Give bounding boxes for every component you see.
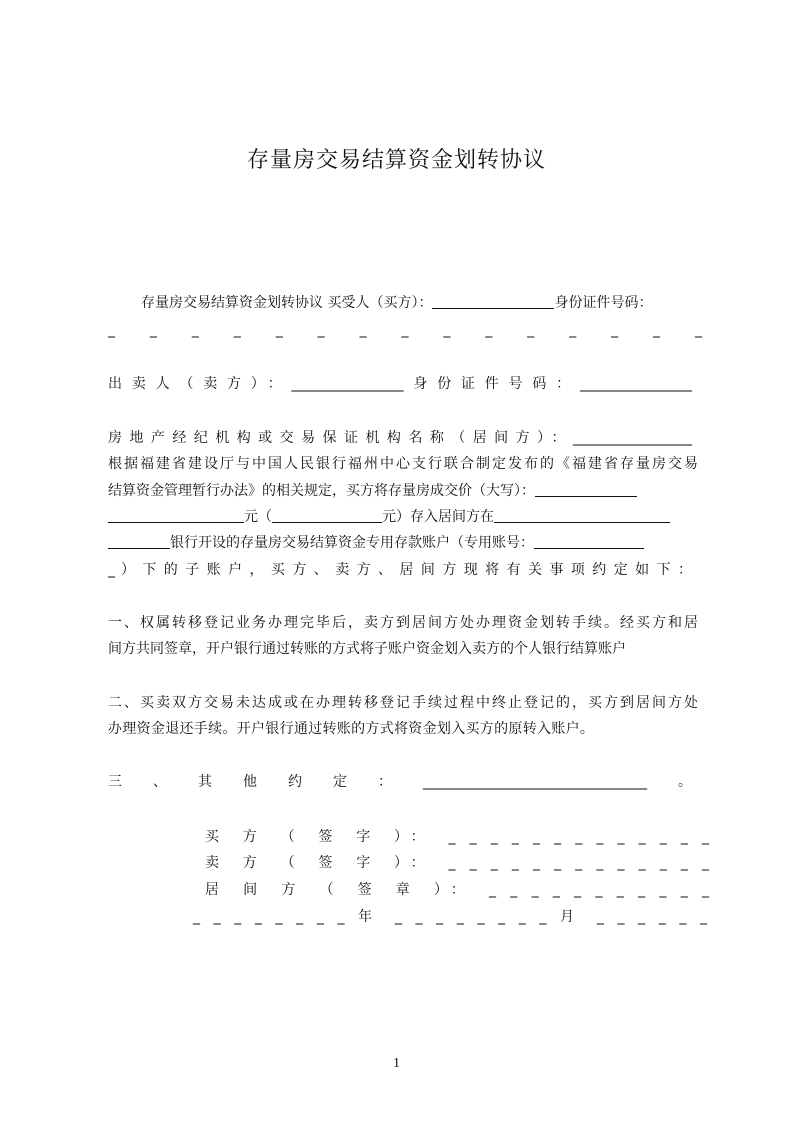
account-text: 银行开设的存量房交易结算资金专用存款账户（专用账号： <box>170 535 534 551</box>
date-line: _ _ _ _ _ _ _ _ 年 _ _ _ _ _ _ _ _ 月 _ _ _ _ _ _ <box>193 909 707 925</box>
document-title: 存量房交易结算资金划转协议 <box>246 148 546 173</box>
clause2-line-1: 二、买卖双方交易未达成或在办理转移登记手续过程中终止登记的，买方到居间方处 <box>108 695 698 711</box>
intermediary-signature-line: 居 间 方 （ 签 章 ）： _ _ _ _ _ _ _ _ _ _ _ <box>205 882 709 898</box>
basis-line-1: 根据福建省建设厅与中国人民银行福州中心支行联合制定发布的《福建省存量房交易 <box>108 456 698 472</box>
clause3-line: 三、其他约定：________________________________。 <box>108 774 692 790</box>
account-number-blank <box>534 547 644 549</box>
deposit-text: 元）存入居间方在 <box>382 509 494 525</box>
clause2-line-2: 办理资金退还手续。开户银行通过转账的方式将资金划入买方的原转入账户。 <box>108 721 595 737</box>
basis-line-2 <box>108 480 637 500</box>
basis-line-3 <box>108 506 670 526</box>
price-amount-blank <box>108 521 244 523</box>
seller-signature-line: 卖 方 （ 签 字 ）： _ _ _ _ _ _ _ _ _ _ _ _ _ <box>205 855 709 871</box>
seller-line: 出卖人（卖方）：________________身份证件号码：________________ <box>108 376 692 392</box>
buyer-label: 买受人（买方）： <box>327 295 433 311</box>
basis-line-5: _ ） 下 的 子 账 户 ， 买 方 、 卖 方 、 居 间 方 现 将 有 关 事 项 约 定 如 下 ： <box>108 562 692 578</box>
price-number-blank <box>272 521 382 523</box>
basis-price-text: 结算资金管理暂行办法》的相关规定，买方将存量房成交价（大写）： <box>108 483 535 499</box>
intro-heading: 存量房交易结算资金划转协议 <box>141 295 323 311</box>
clause1-line-2: 间方共同签章，开户银行通过转账的方式将子账户资金划入卖方的个人银行结算账户 <box>108 641 626 657</box>
bank-name-blank <box>494 521 670 523</box>
price-words-blank <box>535 495 637 497</box>
buyer-id-blank: _ _ _ _ _ _ _ _ _ _ _ _ _ _ _ <box>108 322 702 338</box>
buyer-id-label: 身份证件号码： <box>554 295 653 311</box>
buyer-name-blank <box>432 307 554 309</box>
intro-line <box>141 292 652 312</box>
bank-blank <box>108 547 170 549</box>
page-number: 1 <box>393 1056 400 1071</box>
clause1-line-1: 一、权属转移登记业务办理完毕后，卖方到居间方处办理资金划转手续。经买方和居 <box>108 615 698 631</box>
yuan-label: 元（ <box>244 509 272 525</box>
intermediary-line: 房地产经纪机构或交易保证机构名称（居间方）：_________________ <box>108 430 692 446</box>
buyer-signature-line: 买 方 （ 签 字 ）： _ _ _ _ _ _ _ _ _ _ _ _ _ <box>205 829 709 845</box>
basis-line-4 <box>108 532 644 552</box>
